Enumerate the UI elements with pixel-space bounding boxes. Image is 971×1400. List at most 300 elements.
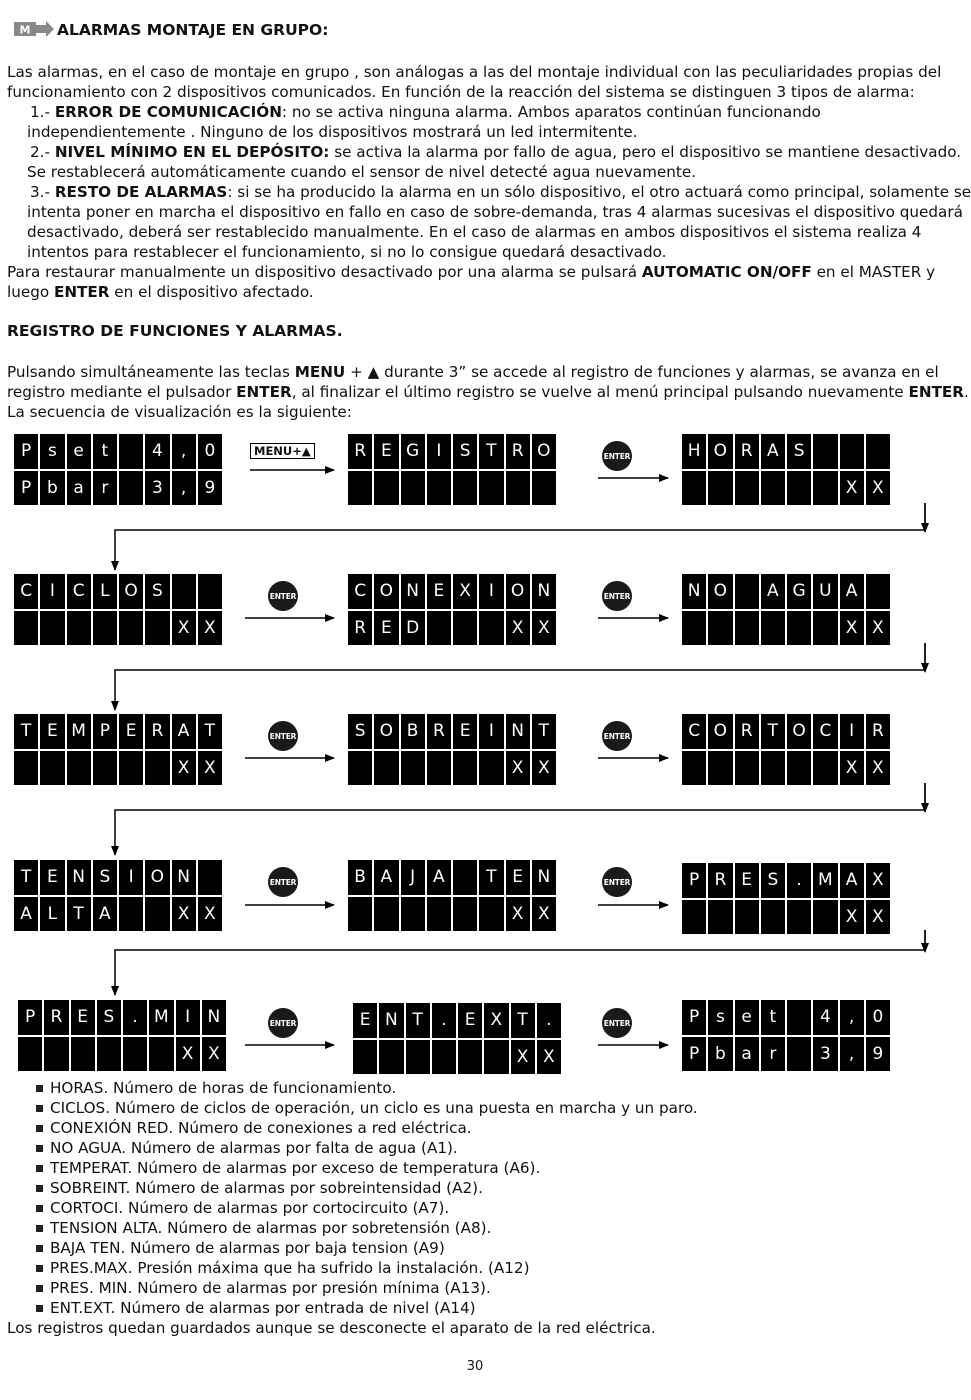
- lcd-cell: [682, 471, 706, 506]
- lcd-cell: N: [379, 1003, 403, 1038]
- legend-item: [36, 1078, 698, 1098]
- lcd-cell: [149, 1037, 173, 1072]
- lcd-cell: E: [506, 860, 530, 895]
- lcd-cell: [813, 751, 837, 786]
- lcd-cell: [40, 611, 64, 646]
- bullet-square-icon: [36, 1145, 43, 1152]
- lcd-cell: T: [511, 1003, 535, 1038]
- lcd-cell: S: [348, 714, 372, 749]
- lcd-cell: [708, 900, 732, 935]
- lcd-cell: X: [202, 1037, 226, 1072]
- lcd-cell: R: [348, 611, 372, 646]
- lcd-cell: [401, 471, 425, 506]
- lcd-cell: [432, 1040, 456, 1075]
- lcd-cell: M: [149, 1000, 173, 1035]
- lcd-cell: X: [866, 611, 890, 646]
- lcd-cell: [14, 751, 38, 786]
- lcd-cell: [172, 574, 196, 609]
- lcd-cell: [453, 860, 477, 895]
- lcd-cell: C: [14, 574, 38, 609]
- legend-item: [36, 1238, 698, 1258]
- alarm-type-3-cont-1: intenta poner en marcha el dispositivo en fallo en caso de sobre-demanda, tras 4 alarmas sucesivas el dispositivo quedará: [27, 203, 963, 221]
- lcd-cell: [813, 611, 837, 646]
- lcd-cell: A: [14, 897, 38, 932]
- lcd-cell: N: [401, 574, 425, 609]
- lcd-cell: [119, 611, 143, 646]
- lcd-cell: [119, 897, 143, 932]
- lcd-cell: I: [479, 574, 503, 609]
- legend-item: [36, 1138, 698, 1158]
- lcd-cell: X: [198, 751, 222, 786]
- lcd-cell: C: [67, 574, 91, 609]
- lcd-cell: R: [427, 714, 451, 749]
- lcd-cell: X: [840, 611, 864, 646]
- lcd-cell: O: [374, 574, 398, 609]
- lcd-cell: [735, 751, 759, 786]
- legend-item-text: CORTOCI. Número de alarmas por cortocircuito (A7).: [50, 1199, 450, 1217]
- lcd-cell: [813, 900, 837, 935]
- enter-button-icon: ENTER: [602, 721, 632, 751]
- enter-button-icon: ENTER: [602, 581, 632, 611]
- enter-button-icon: ENTER: [602, 867, 632, 897]
- lcd-cell: ,: [840, 1000, 864, 1035]
- lcd-cell: T: [198, 714, 222, 749]
- lcd-cell: E: [735, 863, 759, 898]
- bullet-square-icon: [36, 1105, 43, 1112]
- lcd-cell: [406, 1040, 430, 1075]
- lcd-conexion-red: [348, 574, 556, 645]
- lcd-cell: [353, 1040, 377, 1075]
- lcd-cell: N: [682, 574, 706, 609]
- lcd-cell: X: [840, 900, 864, 935]
- manual-mode-tag: M: [19, 23, 31, 37]
- lcd-cell: A: [427, 860, 451, 895]
- bullet-square-icon: [36, 1165, 43, 1172]
- lcd-cell: [198, 574, 222, 609]
- lcd-cell: [458, 1040, 482, 1075]
- legend-item-text: TEMPERAT. Número de alarmas por exceso de temperatura (A6).: [50, 1159, 541, 1177]
- legend-item: [36, 1198, 698, 1218]
- lcd-cell: e: [67, 434, 91, 469]
- lcd-cell: [479, 471, 503, 506]
- lcd-cell: X: [172, 897, 196, 932]
- lcd-no-agua: [682, 574, 890, 645]
- lcd-cell: X: [866, 863, 890, 898]
- lcd-cell: A: [172, 714, 196, 749]
- menu-up-key-label: MENU+▲: [250, 443, 315, 459]
- lcd-cell: A: [761, 574, 785, 609]
- alarm-type-1-cont: independientemente . Ninguno de los dispositivos mostrará un led intermitente.: [27, 123, 638, 141]
- lcd-cell: R: [735, 714, 759, 749]
- lcd-cell: [532, 471, 556, 506]
- lcd-cell: [374, 751, 398, 786]
- lcd-cell: T: [67, 897, 91, 932]
- lcd-cell: R: [506, 434, 530, 469]
- lcd-cell: E: [427, 574, 451, 609]
- lcd-cell: S: [761, 863, 785, 898]
- lcd-cell: E: [353, 1003, 377, 1038]
- legend-item: [36, 1258, 698, 1278]
- lcd-cell: b: [40, 471, 64, 506]
- lcd-cell: [787, 751, 811, 786]
- lcd-cell: 4: [145, 434, 169, 469]
- lcd-cell: G: [787, 574, 811, 609]
- legend-item-text: SOBREINT. Número de alarmas por sobreintensidad (A2).: [50, 1179, 483, 1197]
- lcd-cell: X: [198, 611, 222, 646]
- bullet-square-icon: [36, 1225, 43, 1232]
- lcd-cell: A: [93, 897, 117, 932]
- lcd-cell: [840, 434, 864, 469]
- legend-item-text: CONEXIÓN RED. Número de conexiones a red eléctrica.: [50, 1119, 472, 1137]
- lcd-cell: B: [401, 714, 425, 749]
- legend-item-text: CICLOS. Número de ciclos de operación, un ciclo es una puesta en marcha y un paro.: [50, 1099, 698, 1117]
- lcd-cell: [145, 897, 169, 932]
- legend-item-text: PRES.MAX. Presión máxima que ha sufrido la instalación. (A12): [50, 1259, 530, 1277]
- lcd-cell: X: [840, 751, 864, 786]
- lcd-cell: [735, 574, 759, 609]
- lcd-cell: T: [14, 714, 38, 749]
- lcd-cell: A: [840, 574, 864, 609]
- lcd-cell: O: [374, 714, 398, 749]
- lcd-cell: A: [761, 434, 785, 469]
- lcd-cell: 3: [145, 471, 169, 506]
- alarm-type-2-cont: Se restablecerá automáticamente cuando el sensor de nivel detecté agua nuevamente.: [27, 163, 697, 181]
- lcd-cell: R: [348, 434, 372, 469]
- lcd-cell: I: [479, 714, 503, 749]
- lcd-cell: [682, 611, 706, 646]
- lcd-cell: N: [532, 574, 556, 609]
- lcd-cell: [787, 611, 811, 646]
- lcd-cell: P: [14, 471, 38, 506]
- restore-line-2: luego ENTER en el dispositivo afectado.: [7, 283, 314, 301]
- lcd-cell: .: [432, 1003, 456, 1038]
- lcd-cell: 0: [198, 434, 222, 469]
- lcd-cell: X: [176, 1037, 200, 1072]
- bullet-square-icon: [36, 1085, 43, 1092]
- lcd-cell: A: [374, 860, 398, 895]
- lcd-cell: O: [708, 714, 732, 749]
- lcd-registro: [348, 434, 556, 505]
- lcd-cell: R: [866, 714, 890, 749]
- lcd-pres-min: [18, 1000, 226, 1071]
- lcd-cell: M: [813, 863, 837, 898]
- lcd-cortocir: [682, 714, 890, 785]
- lcd-cell: S: [787, 434, 811, 469]
- enter-button-icon: ENTER: [602, 1008, 632, 1038]
- lcd-cell: [453, 897, 477, 932]
- lcd-cell: X: [172, 611, 196, 646]
- lcd-cell: X: [840, 471, 864, 506]
- lcd-cell: R: [145, 714, 169, 749]
- lcd-cell: E: [374, 434, 398, 469]
- lcd-cell: E: [458, 1003, 482, 1038]
- lcd-cell: P: [93, 714, 117, 749]
- lcd-cell: [453, 611, 477, 646]
- lcd-cell: S: [145, 574, 169, 609]
- lcd-cell: X: [532, 751, 556, 786]
- lcd-cell: [787, 1000, 811, 1035]
- lcd-cell: [682, 751, 706, 786]
- lcd-cell: [93, 611, 117, 646]
- lcd-cell: I: [176, 1000, 200, 1035]
- lcd-pset-end: [682, 1000, 890, 1071]
- lcd-cell: H: [682, 434, 706, 469]
- legend-item: [36, 1218, 698, 1238]
- lcd-cell: [708, 471, 732, 506]
- lcd-cell: X: [453, 574, 477, 609]
- lcd-cell: X: [506, 751, 530, 786]
- lcd-cell: P: [682, 1000, 706, 1035]
- lcd-cell: T: [761, 714, 785, 749]
- lcd-cell: N: [202, 1000, 226, 1035]
- lcd-cell: P: [18, 1000, 42, 1035]
- enter-button-icon: ENTER: [268, 867, 298, 897]
- lcd-cell: [761, 611, 785, 646]
- lcd-cell: ,: [840, 1037, 864, 1072]
- alarm-type-3-cont-3: intentos para restablecer el funcionamiento, si no lo consigue quedará desactivado.: [27, 243, 667, 261]
- lcd-cell: X: [511, 1040, 535, 1075]
- lcd-cell: .: [537, 1003, 561, 1038]
- lcd-cell: E: [119, 714, 143, 749]
- lcd-cell: O: [787, 714, 811, 749]
- lcd-cell: [145, 611, 169, 646]
- enter-button-icon: ENTER: [268, 721, 298, 751]
- lcd-cell: [44, 1037, 68, 1072]
- lcd-cell: S: [97, 1000, 121, 1035]
- lcd-sobreint: [348, 714, 556, 785]
- lcd-cell: [379, 1040, 403, 1075]
- lcd-tension-alta: [14, 860, 222, 931]
- lcd-cell: [348, 471, 372, 506]
- lcd-cell: [145, 751, 169, 786]
- lcd-cell: [761, 900, 785, 935]
- lcd-cell: O: [145, 860, 169, 895]
- lcd-cell: r: [761, 1037, 785, 1072]
- lcd-cell: P: [682, 1037, 706, 1072]
- lcd-cell: [787, 900, 811, 935]
- lcd-cell: [866, 574, 890, 609]
- lcd-cell: B: [348, 860, 372, 895]
- lcd-cell: [123, 1037, 147, 1072]
- enter-button-icon: ENTER: [268, 581, 298, 611]
- lcd-cell: N: [172, 860, 196, 895]
- lcd-cell: I: [119, 860, 143, 895]
- lcd-cell: b: [708, 1037, 732, 1072]
- lcd-cell: C: [682, 714, 706, 749]
- lcd-cell: X: [866, 900, 890, 935]
- legend-item-text: ENT.EXT. Número de alarmas por entrada de nivel (A14): [50, 1299, 476, 1317]
- lcd-cell: X: [866, 751, 890, 786]
- lcd-cell: [787, 471, 811, 506]
- intro-line-1: Las alarmas, en el caso de montaje en grupo , son análogas a las del montaje individual con las peculiaridades propias del: [7, 63, 942, 81]
- lcd-cell: E: [71, 1000, 95, 1035]
- lcd-cell: I: [427, 434, 451, 469]
- lcd-cell: E: [453, 714, 477, 749]
- lcd-cell: T: [479, 434, 503, 469]
- lcd-cell: ,: [172, 434, 196, 469]
- legend-item-text: BAJA TEN. Número de alarmas por baja tension (A9): [50, 1239, 445, 1257]
- lcd-cell: R: [735, 434, 759, 469]
- lcd-cell: [93, 751, 117, 786]
- bullet-square-icon: [36, 1265, 43, 1272]
- lcd-cell: .: [787, 863, 811, 898]
- lcd-cell: N: [532, 860, 556, 895]
- lcd-cell: L: [93, 574, 117, 609]
- legend-item: [36, 1118, 698, 1138]
- lcd-cell: [40, 751, 64, 786]
- lcd-cell: [119, 751, 143, 786]
- lcd-cell: P: [14, 434, 38, 469]
- lcd-cell: [787, 1037, 811, 1072]
- lcd-cell: [427, 897, 451, 932]
- lcd-cell: s: [40, 434, 64, 469]
- registro-line-1: Pulsando simultáneamente las teclas MENU + ▲ durante 3” se accede al registro de funciones y alarmas, se avanza en el: [7, 363, 939, 381]
- lcd-cell: O: [532, 434, 556, 469]
- lcd-cell: O: [506, 574, 530, 609]
- lcd-cell: T: [406, 1003, 430, 1038]
- lcd-cell: T: [479, 860, 503, 895]
- lcd-cell: E: [40, 714, 64, 749]
- registro-line-3: La secuencia de visualización es la siguiente:: [7, 403, 352, 421]
- lcd-cell: [813, 434, 837, 469]
- lcd-cell: D: [401, 611, 425, 646]
- lcd-cell: 0: [866, 1000, 890, 1035]
- lcd-cell: [479, 897, 503, 932]
- page-number: 30: [466, 1359, 484, 1374]
- lcd-cell: [427, 471, 451, 506]
- lcd-ent-ext: [353, 1003, 561, 1074]
- legend-item: [36, 1158, 698, 1178]
- legend-item: [36, 1298, 698, 1318]
- lcd-cell: R: [708, 863, 732, 898]
- lcd-cell: [682, 900, 706, 935]
- lcd-cell: X: [866, 471, 890, 506]
- lcd-cell: [374, 471, 398, 506]
- lcd-cell: [427, 611, 451, 646]
- lcd-cell: 3: [813, 1037, 837, 1072]
- lcd-cell: S: [93, 860, 117, 895]
- legend-item: [36, 1098, 698, 1118]
- lcd-cell: [348, 897, 372, 932]
- legend-item: [36, 1278, 698, 1298]
- bullet-square-icon: [36, 1245, 43, 1252]
- lcd-cell: G: [401, 434, 425, 469]
- registro-line-2: registro mediante el pulsador ENTER, al finalizar el último registro se vuelve al menú principal pulsando nuevamente ENTER.: [7, 383, 969, 401]
- lcd-cell: t: [93, 434, 117, 469]
- alarm-type-3-cont-2: desactivado, deberá ser restablecido manualmente. En el caso de alarmas en ambos dispositivos el sistema realiza 4: [27, 223, 922, 241]
- lcd-cell: [708, 751, 732, 786]
- lcd-cell: [866, 434, 890, 469]
- section-title-registro: REGISTRO DE FUNCIONES Y ALARMAS.: [7, 322, 343, 340]
- lcd-cell: P: [682, 863, 706, 898]
- lcd-cell: [119, 471, 143, 506]
- legend-item-text: HORAS. Número de horas de funcionamiento.: [50, 1079, 397, 1097]
- lcd-cell: [761, 471, 785, 506]
- lcd-cell: E: [40, 860, 64, 895]
- lcd-cell: [479, 751, 503, 786]
- lcd-cell: X: [506, 611, 530, 646]
- lcd-cell: M: [67, 714, 91, 749]
- bullet-square-icon: [36, 1185, 43, 1192]
- lcd-cell: [484, 1040, 508, 1075]
- lcd-cell: e: [735, 1000, 759, 1035]
- lcd-cell: [813, 471, 837, 506]
- lcd-cell: 4: [813, 1000, 837, 1035]
- lcd-pset-start: [14, 434, 222, 505]
- lcd-cell: [119, 434, 143, 469]
- lcd-cell: [735, 471, 759, 506]
- footer-note: Los registros quedan guardados aunque se desconecte el aparato de la red eléctrica.: [7, 1319, 656, 1337]
- alarm-type-1: 1.- ERROR DE COMUNICACIÓN: no se activa ninguna alarma. Ambos aparatos continúan funcionando: [30, 103, 821, 121]
- lcd-cell: a: [735, 1037, 759, 1072]
- lcd-cell: I: [840, 714, 864, 749]
- legend-item: [36, 1178, 698, 1198]
- legend-item-text: NO AGUA. Número de alarmas por falta de agua (A1).: [50, 1139, 458, 1157]
- lcd-cell: T: [14, 860, 38, 895]
- lcd-cell: N: [506, 714, 530, 749]
- lcd-horas: [682, 434, 890, 505]
- lcd-ciclos: [14, 574, 222, 645]
- lcd-cell: U: [813, 574, 837, 609]
- lcd-cell: [735, 900, 759, 935]
- bullet-square-icon: [36, 1205, 43, 1212]
- lcd-cell: [401, 897, 425, 932]
- lcd-cell: s: [708, 1000, 732, 1035]
- lcd-cell: S: [453, 434, 477, 469]
- lcd-cell: [348, 751, 372, 786]
- lcd-cell: [506, 471, 530, 506]
- lcd-cell: ,: [172, 471, 196, 506]
- bullet-square-icon: [36, 1305, 43, 1312]
- lcd-cell: .: [123, 1000, 147, 1035]
- lcd-cell: [735, 611, 759, 646]
- lcd-cell: a: [67, 471, 91, 506]
- lcd-cell: [401, 751, 425, 786]
- bullet-square-icon: [36, 1125, 43, 1132]
- lcd-cell: [18, 1037, 42, 1072]
- lcd-cell: J: [401, 860, 425, 895]
- lcd-cell: [71, 1037, 95, 1072]
- legend-item-text: TENSION ALTA. Número de alarmas por sobretensión (A8).: [50, 1219, 492, 1237]
- lcd-temperat: [14, 714, 222, 785]
- lcd-cell: X: [198, 897, 222, 932]
- intro-line-2: funcionamiento con 2 dispositivos comunicados. En función de la reacción del sistema se distinguen 3 tipos de alarma:: [7, 83, 915, 101]
- lcd-cell: [67, 751, 91, 786]
- lcd-cell: R: [44, 1000, 68, 1035]
- lcd-cell: [374, 897, 398, 932]
- lcd-cell: [708, 611, 732, 646]
- lcd-cell: [453, 471, 477, 506]
- lcd-cell: [198, 860, 222, 895]
- lcd-cell: [761, 751, 785, 786]
- lcd-cell: X: [532, 611, 556, 646]
- lcd-cell: r: [93, 471, 117, 506]
- restore-line-1: Para restaurar manualmente un dispositivo desactivado por una alarma se pulsará AUTOMATIC ON/OFF en el MASTER y: [7, 263, 936, 281]
- lcd-cell: O: [119, 574, 143, 609]
- lcd-cell: O: [708, 574, 732, 609]
- lcd-cell: t: [761, 1000, 785, 1035]
- alarm-type-3: 3.- RESTO DE ALARMAS: si se ha producido la alarma en un sólo dispositivo, el otro actuará como principal, solamente se: [30, 183, 971, 201]
- lcd-cell: I: [40, 574, 64, 609]
- lcd-cell: O: [708, 434, 732, 469]
- lcd-cell: X: [506, 897, 530, 932]
- lcd-cell: L: [40, 897, 64, 932]
- alarm-type-2: 2.- NIVEL MÍNIMO EN EL DEPÓSITO: se activa la alarma por fallo de agua, pero el dispositivo se mantiene desactivado.: [30, 143, 962, 161]
- legend-item-text: PRES. MIN. Número de alarmas por presión mínima (A13).: [50, 1279, 491, 1297]
- lcd-cell: X: [537, 1040, 561, 1075]
- lcd-cell: 9: [198, 471, 222, 506]
- lcd-cell: [479, 611, 503, 646]
